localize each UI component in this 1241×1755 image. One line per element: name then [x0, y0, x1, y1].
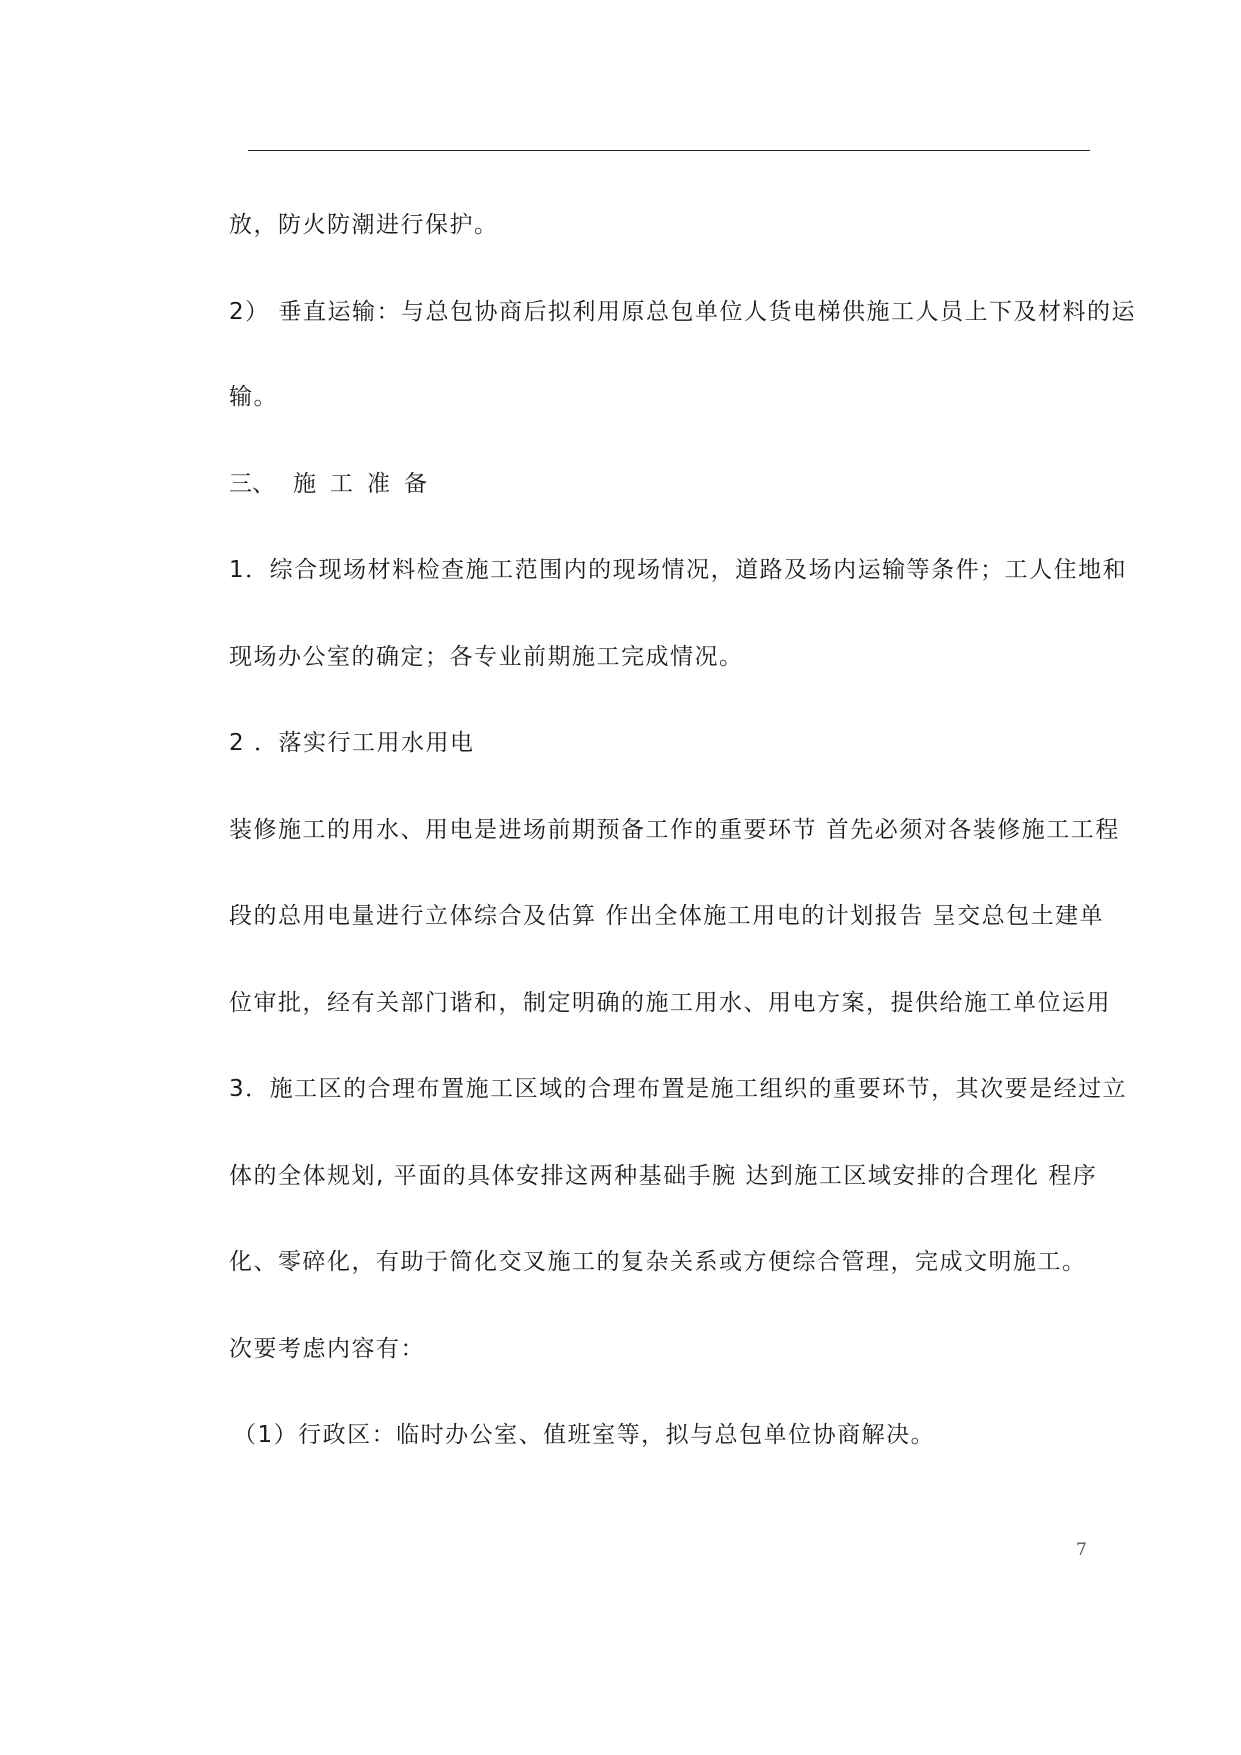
text-line: 2） 垂直运输：与总包协商后拟利用原总包单位人货电梯供施工人员上下及材料的运 [229, 299, 1136, 325]
text-line: 次要考虑内容有： [229, 1336, 425, 1362]
text-line: 装修施工的用水、用电是进场前期预备工作的重要环节 首先必须对各装修施工工程 [229, 817, 1120, 843]
text-line: 放，防火防潮进行保护。 [229, 212, 499, 238]
section-heading [229, 469, 427, 499]
heading-char: 施 [293, 471, 316, 497]
text-line: 输。 [229, 384, 278, 410]
heading-char: 工 [330, 471, 353, 497]
heading-char: 备 [404, 471, 427, 497]
heading-number: 三、 [229, 471, 275, 497]
text-line: 1．综合现场材料检查施工范围内的现场情况，道路及场内运输等条件；工人住地和 [229, 557, 1128, 583]
text-line: 体的全体规划, 平面的具体安排这两种基础手腕 达到施工区域安排的合理化 程序 [229, 1163, 1098, 1189]
text-line: 段的总用电量进行立体综合及估算 作出全体施工用电的计划报告 呈交总包土建单 [229, 903, 1105, 929]
text-line: 化、零碎化，有助于简化交叉施工的复杂关系或方便综合管理，完成文明施工。 [229, 1249, 1087, 1275]
text-line: 位审批，经有关部门谐和，制定明确的施工用水、用电方案，提供给施工单位运用 [229, 990, 1111, 1016]
page-number: 7 [1076, 1540, 1087, 1560]
text-line: 现场办公室的确定；各专业前期施工完成情况。 [229, 644, 744, 670]
text-line: 2 ．落实行工用水用电 [229, 730, 475, 756]
heading-char: 准 [367, 471, 390, 497]
header-rule [248, 150, 1090, 151]
text-line: （1）行政区：临时办公室、值班室等，拟与总包单位协商解决。 [233, 1422, 936, 1448]
text-line: 3．施工区的合理布置施工区域的合理布置是施工组织的重要环节，其次要是经过立 [229, 1076, 1128, 1102]
